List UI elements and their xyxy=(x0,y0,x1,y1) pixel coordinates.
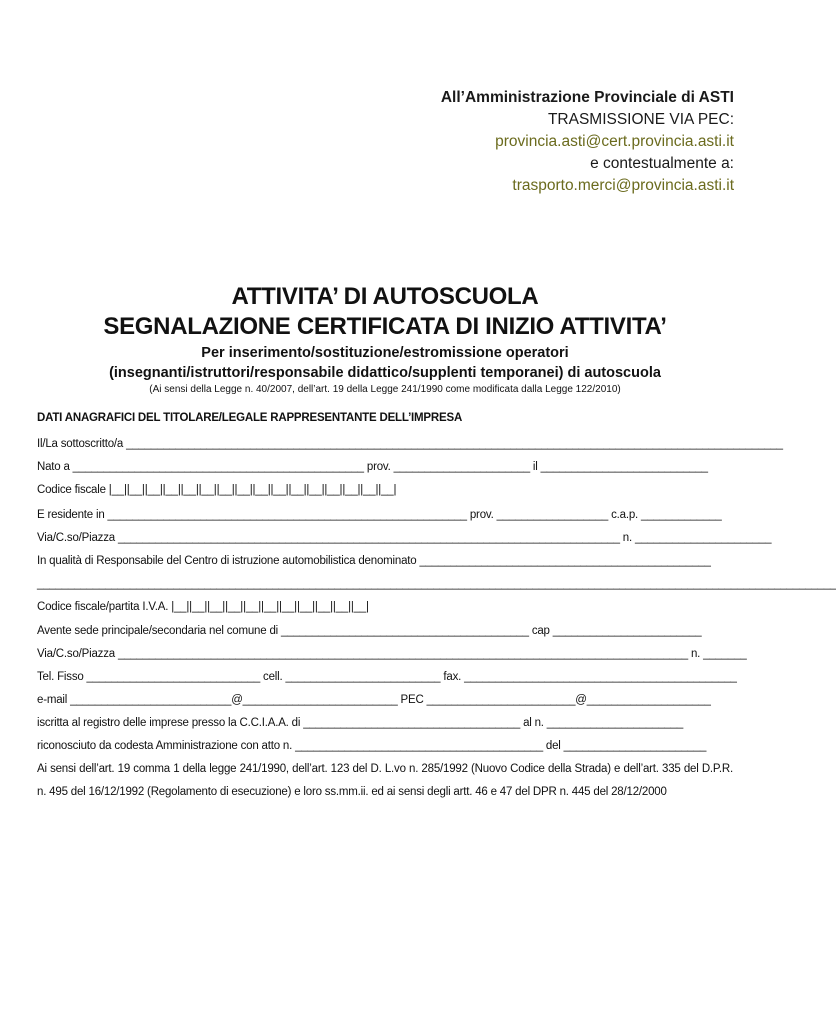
field-vat-code: Codice fiscale/partita I.V.A. |__||__||__||__||__||__||__||__||__||__||__| xyxy=(37,601,369,613)
field-headquarters-town: Avente sede principale/secondaria nel comune di ________________________________________ cap ________________________ xyxy=(37,625,702,637)
legal-note: (Ai sensi della Legge n. 40/2007, dell’art. 19 della Legge 241/1990 come modificata dalla Legge 122/2010) xyxy=(149,384,621,395)
title-line-1: ATTIVITA’ DI AUTOSCUOLA xyxy=(231,283,539,310)
transmission-label: TRASMISSIONE VIA PEC: xyxy=(547,111,734,128)
secondary-email: trasporto.merci@provincia.asti.it xyxy=(512,177,734,194)
field-tax-code: Codice fiscale |__||__||__||__||__||__||__||__||__||__||__||__||__||__||__||__| xyxy=(37,484,397,496)
field-headquarters-street: Via/C.so/Piazza ____________________________________________________________________________________________ n. _______ xyxy=(37,648,747,660)
also-to-label: e contestualmente a: xyxy=(590,155,734,172)
pec-address: provincia.asti@cert.provincia.asti.it xyxy=(495,133,734,150)
recipient-block xyxy=(441,87,734,197)
subtitle-line-1: Per inserimento/sostituzione/estromissione operatori xyxy=(201,345,569,361)
section-title: DATI ANAGRAFICI DEL TITOLARE/LEGALE RAPPRESENTANTE DELL’IMPRESA xyxy=(37,412,463,424)
field-residence: E residente in __________________________________________________________ prov. __________________ c.a.p. _____________ xyxy=(37,509,722,521)
field-street: Via/C.so/Piazza _________________________________________________________________________________ n. ______________________ xyxy=(37,532,772,544)
document-heading xyxy=(0,282,770,396)
field-birth-place: Nato a _______________________________________________ prov. ______________________ il ___________________________ xyxy=(37,461,708,473)
field-driving-school-name-cont: _________________________________________________________________________________________________________________________________ xyxy=(37,578,836,590)
subtitle-line-2: (insegnanti/istruttori/responsabile didattico/supplenti temporanei) di autoscuola xyxy=(109,365,661,381)
field-recognition-act: riconosciuto da codesta Amministrazione con atto n. ________________________________________ del _______________________ xyxy=(37,740,707,752)
field-signatory-name: Il/La sottoscritto/a __________________________________________________________________________________________________________ xyxy=(37,438,783,450)
field-driving-school-name: In qualità di Responsabile del Centro di istruzione automobilistica denominato _______________________________________________ xyxy=(37,555,711,567)
field-chamber-registry: iscritta al registro delle imprese presso la C.C.I.A.A. di ___________________________________ al n. ______________________ xyxy=(37,717,684,729)
field-email: e-mail __________________________@_________________________ PEC ________________________@____________________ xyxy=(37,694,711,706)
legal-paragraph: Ai sensi dell’art. 19 comma 1 della legge 241/1990, dell’art. 123 del D. L.vo n. 285/1992 (Nuovo Codice della Strada) e dell’art. 335 del D.P.R. n. 495 del 16/12/1992 (Regolamento di esecuzione) e loro ss.mm.ii. ed ai sensi degli artt. 46 e 47 del DPR n. 445 del 28/12/2000 xyxy=(37,763,733,798)
recipient-name: All’Amministrazione Provinciale di ASTI xyxy=(440,89,734,106)
field-phone: Tel. Fisso ____________________________ cell. _________________________ fax. ____________________________________________ xyxy=(37,671,737,683)
title-line-2: SEGNALAZIONE CERTIFICATA DI INIZIO ATTIVITA’ xyxy=(103,313,667,340)
